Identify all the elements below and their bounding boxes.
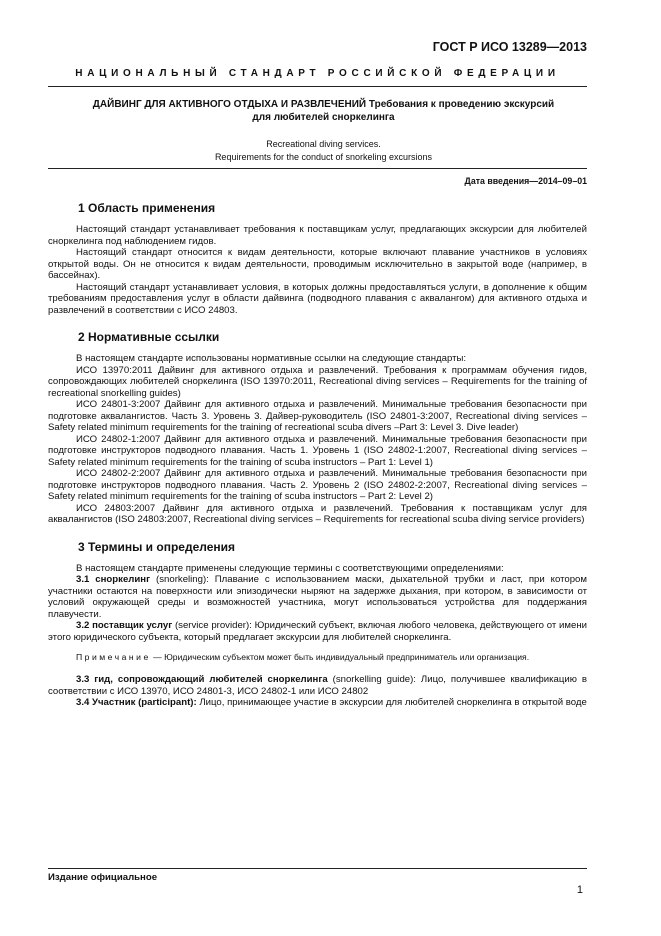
effective-date: Дата введения—2014–09–01 <box>464 176 587 186</box>
paragraph: В настоящем стандарте использованы нормативные ссылки на следующие стандарты: <box>76 353 467 364</box>
term-definition <box>48 620 587 643</box>
term-label: 3.1 сноркелинг <box>76 574 151 585</box>
page-number: 1 <box>576 884 583 896</box>
title-en-line1: Recreational diving services. <box>266 139 381 149</box>
term-definition <box>48 697 587 709</box>
title-en-line2: Requirements for the conduct of snorkeling excursions <box>214 151 433 162</box>
term-label: 3.2 поставщик услуг <box>76 620 173 631</box>
term-text: (service provider): Юридический субъект, включая любого человека, действующего от имени этого юридического субъекта, который предлагает экскурсии для любителей сноркелинга. <box>48 620 587 643</box>
footer-rule <box>48 868 587 869</box>
term-text: (snorkelling guide): Лицо, получившее квалификацию в соответствии с ИСО 13970, ИСО 24801-3, ИСО 24802-1 или ИСО 24802 <box>48 674 587 697</box>
term-text: Лицо, принимающее участие в экскурсии для любителей сноркелинга в открытой воде <box>196 697 587 708</box>
document-title-english <box>60 138 587 163</box>
paragraph: Настоящий стандарт относится к видам деятельности, которые включают плавание участников в условиях открытой воды. Он не относится к видам деятельности, проводимым исключительно в закрытой воде (например, в бассейнах). <box>48 247 587 281</box>
note <box>48 652 587 663</box>
title-ru-line1: ДАЙВИНГ ДЛЯ АКТИВНОГО ОТДЫХА И РАЗВЛЕЧЕНИЙ Требования к проведению экскурсий <box>92 99 555 110</box>
national-standard-banner: НАЦИОНАЛЬНЫЙ СТАНДАРТ РОССИЙСКОЙ ФЕДЕРАЦИИ <box>75 68 560 79</box>
reference-item: ИСО 24803:2007 Дайвинг для активного отдыха и развлечений. Требования к поставщикам услуг для аквалангистов (ISO 24803:2007, Recreational diving services – Requirements for recreational scuba diving service providers) <box>48 502 587 525</box>
paragraph: В настоящем стандарте применены следующие термины с соответствующими определениями: <box>76 562 504 574</box>
note-label: Примечание <box>76 652 151 662</box>
title-rule <box>48 168 587 169</box>
section-scope <box>48 201 587 316</box>
header-rule <box>48 86 587 87</box>
document-title <box>60 98 587 124</box>
term-text: (snorkeling): Плавание с использованием маски, дыхательной трубки и ласт, при котором участники остаются на поверхности или эпизодически ныряют на задержке дыхания, при котором, в зависимости от условий окружающей среды и возможностей участника, могут использоваться устройства для поддержания плавучести. <box>48 574 587 620</box>
section-heading: 2 Нормативные ссылки <box>78 330 220 344</box>
title-ru-line2: для любителей сноркелинга <box>252 112 395 123</box>
note-text: — Юридическим субъектом может быть индивидуальный предприниматель или организация. <box>150 652 530 662</box>
reference-item: ИСО 24801-3:2007 Дайвинг для активного отдыха и развлечений. Минимальные требования безопасности при подготовке аквалангистов. Часть 3. Уровень 3. Дайвер-руководитель (ISO 24801-3:2007, Recreational diving services – Safety related minimum requirements for the training of recreational scuba divers –Part 3: Level 3. Dive leader) <box>48 399 587 433</box>
term-label: 3.3 гид, сопровождающий любителей сноркелинга <box>76 674 328 685</box>
term-definition <box>48 574 587 620</box>
section-heading: 1 Область применения <box>78 201 216 215</box>
official-edition-label: Издание официальное <box>48 872 158 883</box>
reference-item: ИСО 24802-2:2007 Дайвинг для активного отдыха и развлечений. Минимальные требования безопасности при подготовке инструкторов подводного плавания. Часть 2. Уровень 2 (ISO 24802-2:2007, Recreational diving services – Safety related minimum requirements for the training of scuba instructors – Part 2: Level 2) <box>48 468 587 502</box>
term-definition <box>48 674 587 697</box>
section-normative-references <box>48 330 587 526</box>
paragraph: Настоящий стандарт устанавливает условия, в которых должны предоставляться услуги, в дополнение к общим требованиям предоставления услуг в области дайвинга (подводного плавания с аквалангом) для активного отдыха и развлечений в соответствии с ИСО 24803. <box>48 281 587 316</box>
paragraph: Настоящий стандарт устанавливает требования к поставщикам услуг, предлагающих экскурсии для любителей сноркелинга под наблюдением гидов. <box>48 224 587 247</box>
section-terms-definitions <box>48 540 587 709</box>
document-body <box>48 201 587 723</box>
document-number: ГОСТ Р ИСО 13289—2013 <box>432 40 587 54</box>
term-label: 3.4 Участник (participant): <box>76 697 197 708</box>
section-heading: 3 Термины и определения <box>78 539 236 554</box>
reference-item: ИСО 13970:2011 Дайвинг для активного отдыха и развлечений. Требования к программам обучения гидов, сопровождающих любителей сноркелинга (ISO 13970:2011, Recreational diving services – Requirements for the training of recreational snorkelling guides) <box>48 364 587 399</box>
reference-item: ИСО 24802-1:2007 Дайвинг для активного отдыха и развлечений. Минимальные требования безопасности при подготовке инструкторов подводного плавания. Часть 1. Уровень 1 (ISO 24802-1:2007, Recreational diving services – Safety related minimum requirements for the training of scuba instructors – Part 1: Level 1) <box>48 433 587 468</box>
